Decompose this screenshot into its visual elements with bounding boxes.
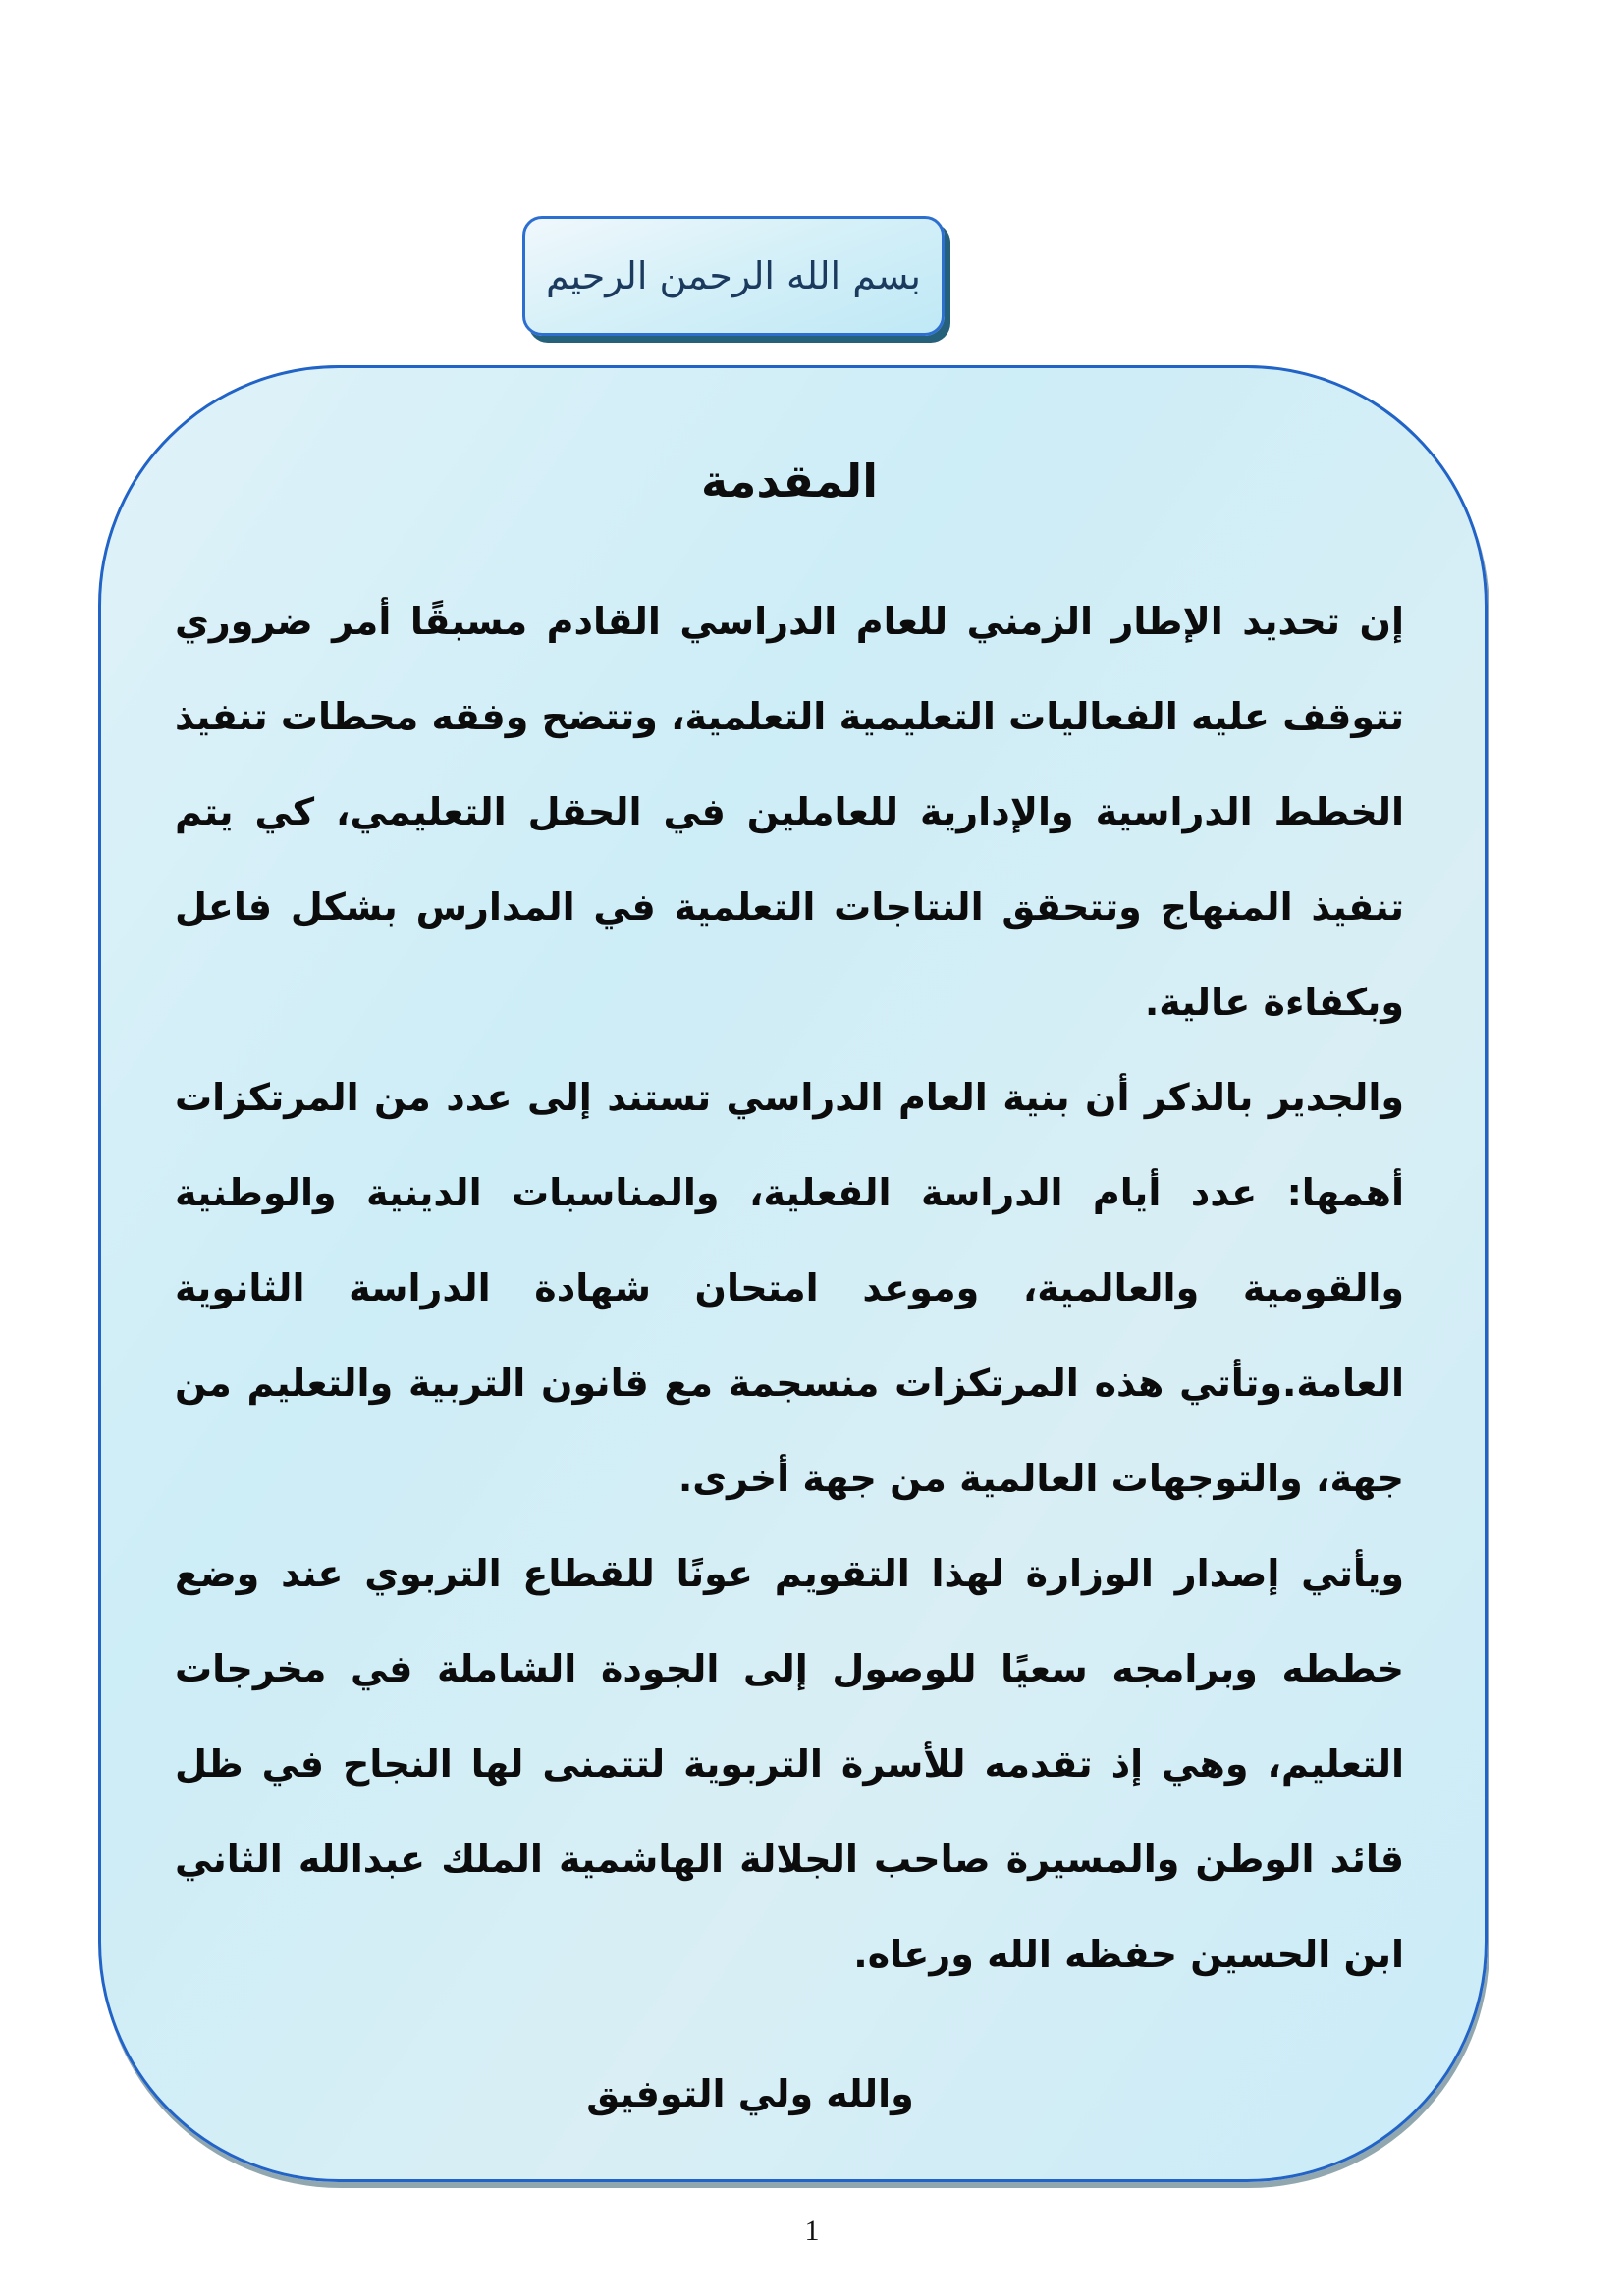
intro-paragraph-2: والجدير بالذكر أن بنية العام الدراسي تستند إلى عدد من المرتكزات أهمها: عدد أيام الدراسة الفعلية، والمناسبات الدينية والوطنية والقومية والعالمية، وموعد امتحان شهادة الدراسة الثانوية العامة.وتأتي هذه المرتكزات منسجمة مع قانون التربية والتعليم من جهة، والتوجهات العالمية من جهة أخرى. bbox=[175, 1076, 1404, 1500]
page-title: المقدمة bbox=[701, 454, 878, 507]
intro-paragraph-1: إن تحديد الإطار الزمني للعام الدراسي القادم مسبقًا أمر ضروري تتوقف عليه الفعاليات التعليمية التعلمية، وتتضح وفقه محطات تنفيذ الخطط الدراسية والإدارية للعاملين في الحقل التعليمي، كي يتم تنفيذ المنهاج وتتحقق النتاجات التعلمية في المدارس بشكل فاعل وبكفاءة عالية. bbox=[175, 600, 1404, 1024]
page-number: 1 bbox=[804, 2215, 820, 2247]
closing-line: والله ولي التوفيق bbox=[586, 2072, 914, 2115]
bismillah-banner bbox=[522, 216, 945, 336]
intro-paragraph-3: ويأتي إصدار الوزارة لهذا التقويم عونًا للقطاع التربوي عند وضع خططه وبرامجه سعيًا للوصول إلى الجودة الشاملة في مخرجات التعليم، وهي إذ تقدمه للأسرة التربوية لتتمنى لها النجاح في ظل قائد الوطن والمسيرة صاحب الجلالة الهاشمية الملك عبدالله الثاني ابن الحسين حفظه الله ورعاه. bbox=[175, 1552, 1404, 1976]
introduction-panel bbox=[98, 365, 1488, 2182]
bismillah-text: بسم الله الرحمن الرحيم bbox=[546, 254, 921, 297]
